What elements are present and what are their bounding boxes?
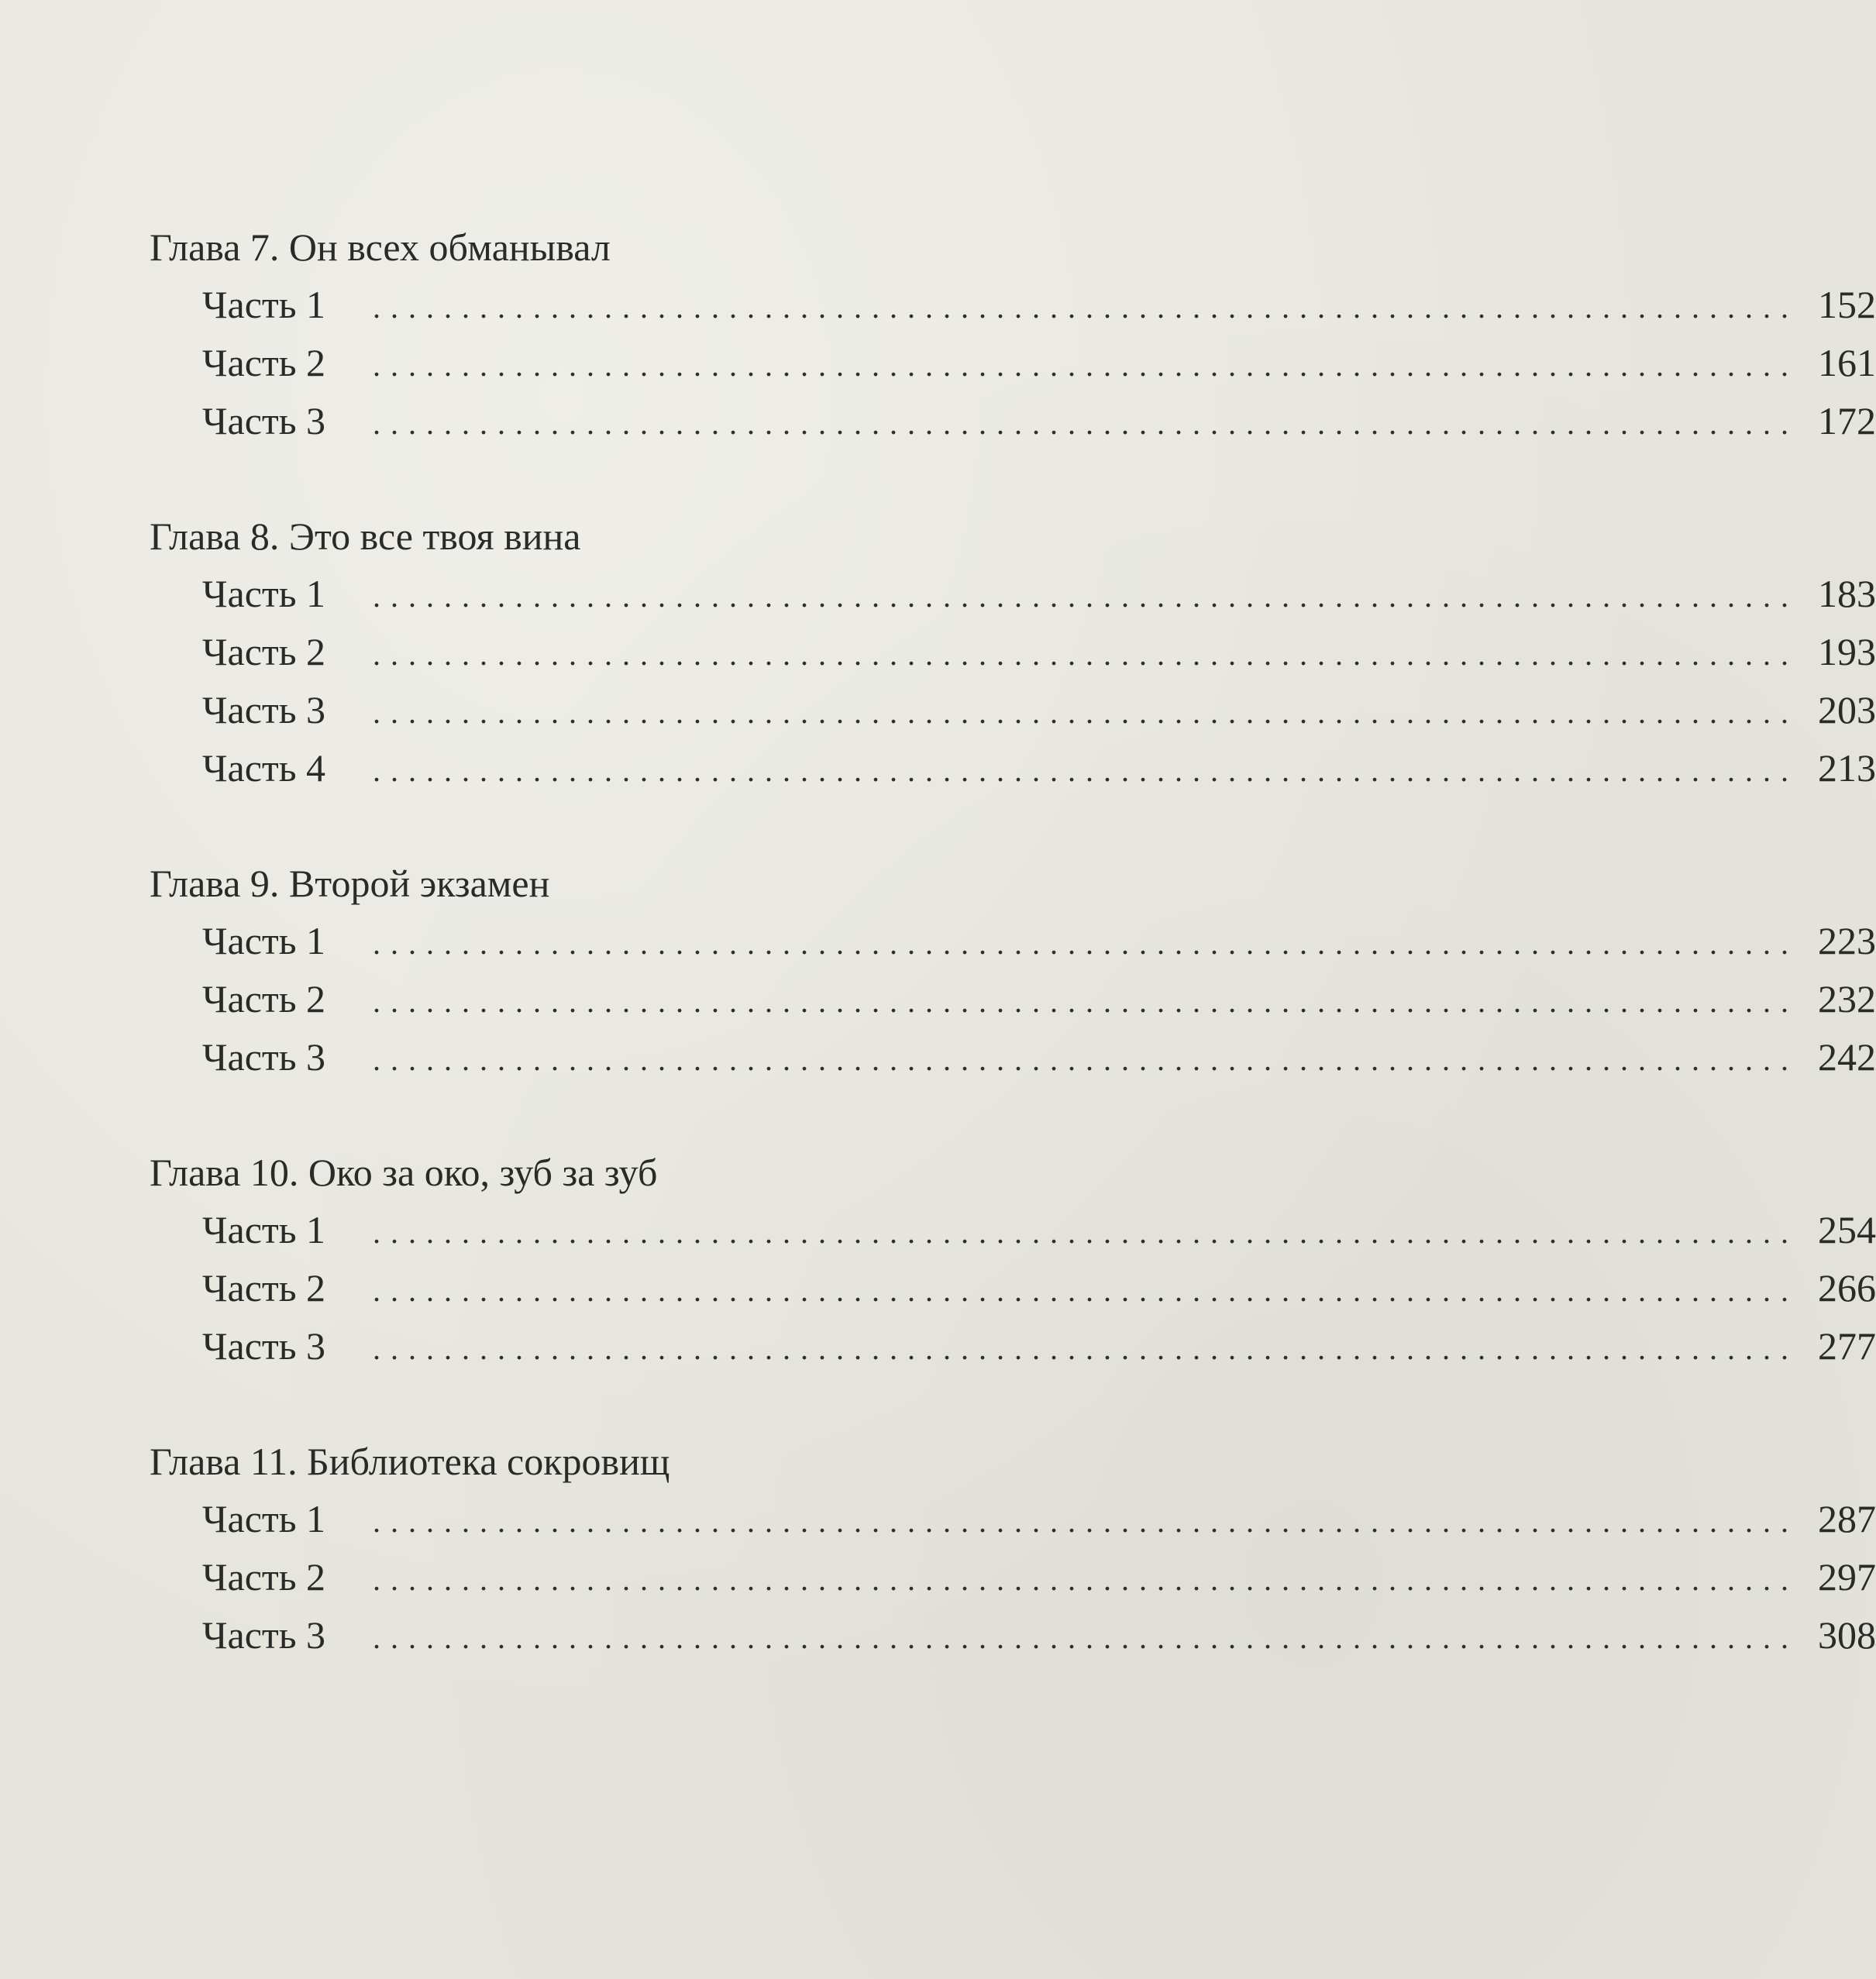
page-number: 172 <box>1818 399 1876 442</box>
toc-entry <box>150 739 1876 797</box>
leader-dots: ................................................................................ <box>373 1620 1799 1655</box>
leader-dots: ................................................................................ <box>373 753 1799 788</box>
toc-entry <box>150 912 1876 970</box>
page-number: 152 <box>1818 283 1876 326</box>
page-number: 277 <box>1818 1324 1876 1368</box>
toc-entry <box>150 392 1876 450</box>
part-label: Часть 4 <box>202 746 326 790</box>
toc-entry <box>150 1317 1876 1375</box>
chapter-title: Глава 10. Око за око, зуб за зуб <box>150 1151 658 1194</box>
page-number: 266 <box>1818 1266 1876 1310</box>
part-label: Часть 3 <box>202 688 326 731</box>
chapter-title: Глава 8. Это все твоя вина <box>150 515 581 558</box>
page-number: 161 <box>1818 341 1876 384</box>
leader-dots: ................................................................................ <box>373 290 1799 325</box>
part-label: Часть 2 <box>202 630 326 673</box>
toc-entry <box>150 334 1876 392</box>
toc-entry <box>150 276 1876 334</box>
page-number: 254 <box>1818 1208 1876 1251</box>
chapter-11 <box>150 1433 1876 1664</box>
part-label: Часть 1 <box>202 1497 326 1540</box>
leader-dots: ................................................................................ <box>373 1215 1799 1250</box>
chapter-10 <box>150 1144 1876 1375</box>
leader-dots: ................................................................................ <box>373 1504 1799 1539</box>
page-number: 213 <box>1818 746 1876 790</box>
chapter-7 <box>150 219 1876 450</box>
part-label: Часть 2 <box>202 1266 326 1310</box>
page-number: 232 <box>1818 977 1876 1020</box>
part-label: Часть 1 <box>202 919 326 962</box>
leader-dots: ................................................................................ <box>373 406 1799 441</box>
leader-dots: ................................................................................ <box>373 926 1799 961</box>
toc-entry <box>150 1201 1876 1259</box>
part-label: Часть 1 <box>202 283 326 326</box>
chapter-8 <box>150 508 1876 797</box>
toc-entry <box>150 1548 1876 1606</box>
part-label: Часть 3 <box>202 1035 326 1079</box>
part-label: Часть 2 <box>202 341 326 384</box>
toc-entry <box>150 970 1876 1028</box>
leader-dots: ................................................................................ <box>373 984 1799 1019</box>
toc-entry <box>150 1259 1876 1317</box>
leader-dots: ................................................................................ <box>373 1042 1799 1077</box>
page-number: 287 <box>1818 1497 1876 1540</box>
part-label: Часть 1 <box>202 572 326 615</box>
table-of-contents <box>150 219 1876 1722</box>
toc-entry <box>150 623 1876 681</box>
toc-entry <box>150 1028 1876 1086</box>
part-label: Часть 3 <box>202 1324 326 1368</box>
leader-dots: ................................................................................ <box>373 579 1799 614</box>
chapter-title: Глава 7. Он всех обманывал <box>150 225 611 269</box>
page-number: 297 <box>1818 1555 1876 1599</box>
leader-dots: ................................................................................ <box>373 1331 1799 1366</box>
part-label: Часть 2 <box>202 977 326 1020</box>
toc-entry <box>150 565 1876 623</box>
toc-entry <box>150 1606 1876 1664</box>
page-number: 193 <box>1818 630 1876 673</box>
part-label: Часть 1 <box>202 1208 326 1251</box>
chapter-title: Глава 11. Библиотека сокровищ <box>150 1440 670 1483</box>
page-number: 223 <box>1818 919 1876 962</box>
page-number: 242 <box>1818 1035 1876 1079</box>
leader-dots: ................................................................................ <box>373 1273 1799 1308</box>
part-label: Часть 2 <box>202 1555 326 1599</box>
page-number: 183 <box>1818 572 1876 615</box>
part-label: Часть 3 <box>202 1613 326 1657</box>
toc-entry <box>150 1490 1876 1548</box>
chapter-title: Глава 9. Второй экзамен <box>150 862 550 905</box>
toc-entry <box>150 681 1876 739</box>
page-number: 308 <box>1818 1613 1876 1657</box>
page-number: 203 <box>1818 688 1876 731</box>
part-label: Часть 3 <box>202 399 326 442</box>
leader-dots: ................................................................................ <box>373 695 1799 730</box>
leader-dots: ................................................................................ <box>373 637 1799 672</box>
chapter-9 <box>150 855 1876 1086</box>
leader-dots: ................................................................................ <box>373 348 1799 383</box>
leader-dots: ................................................................................ <box>373 1562 1799 1597</box>
